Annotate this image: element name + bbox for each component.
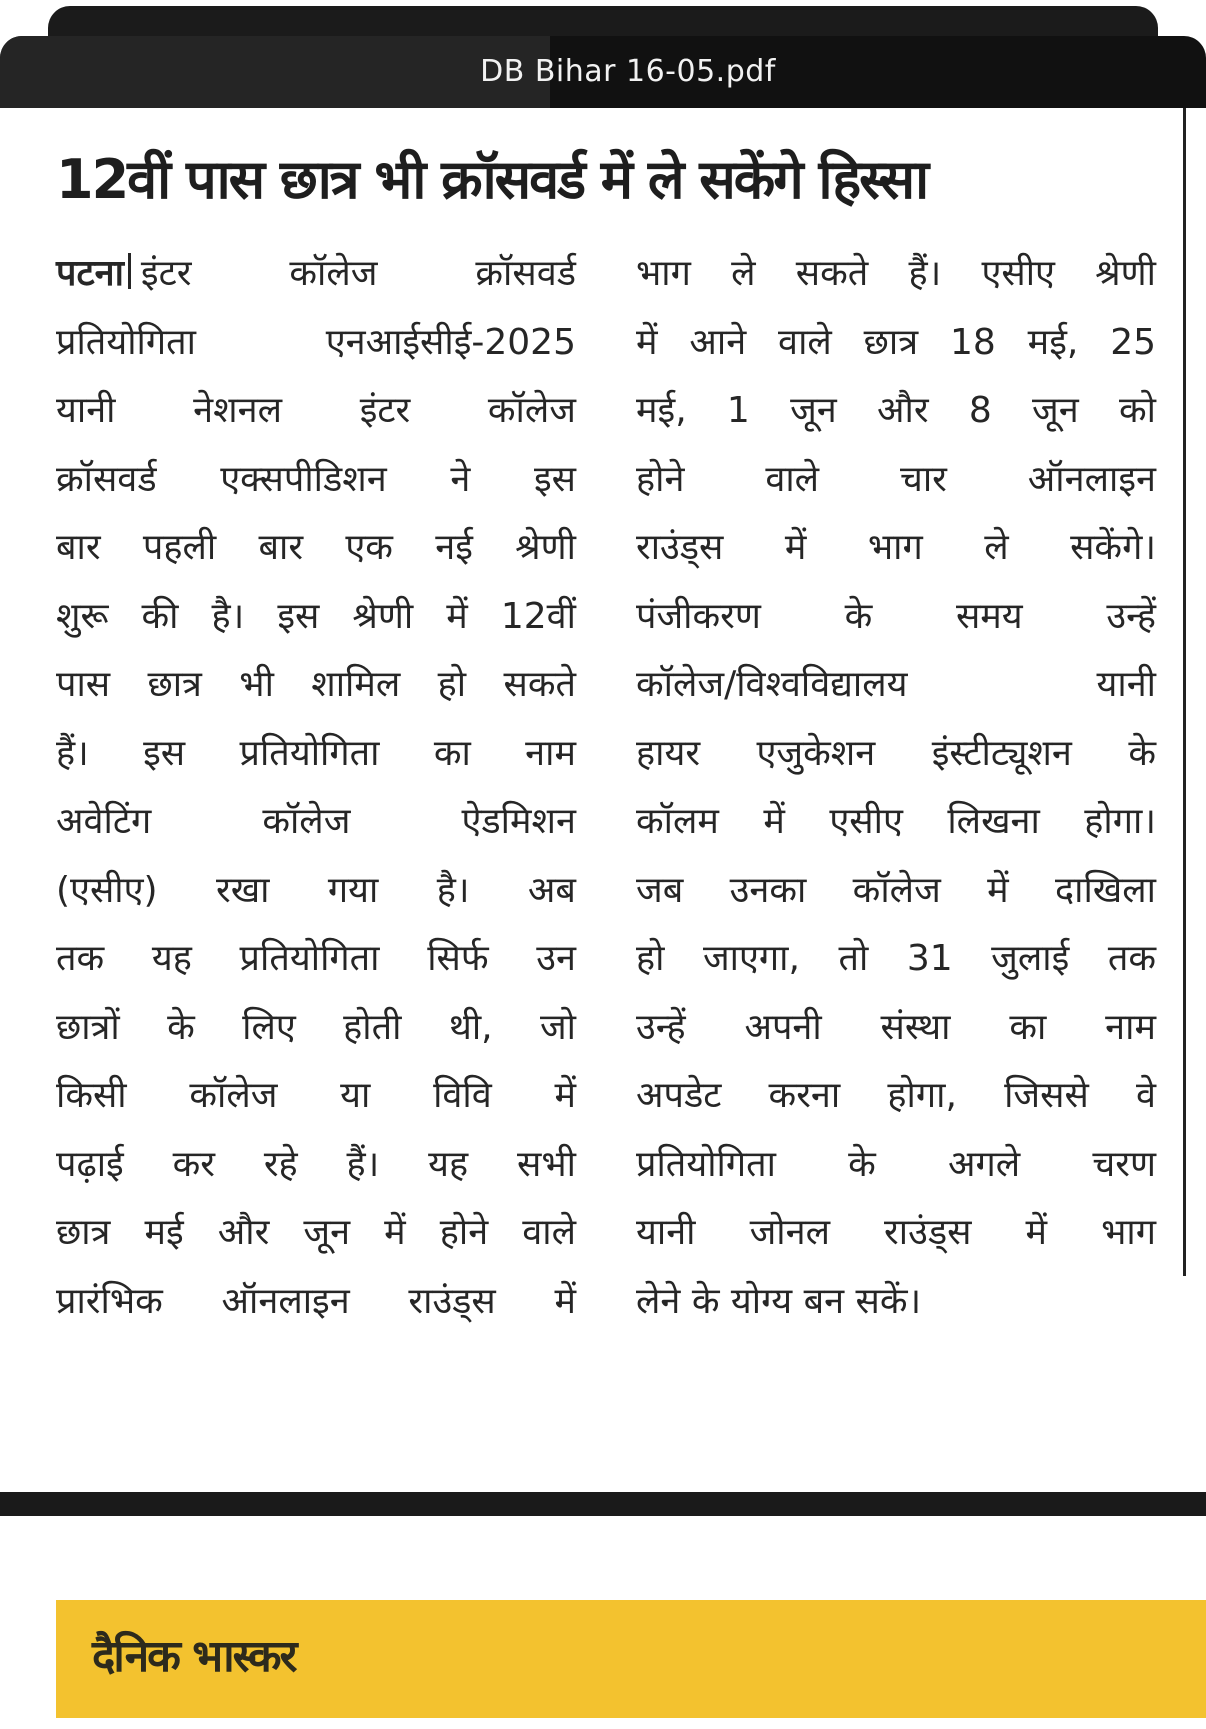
article-line: अवेटिंग कॉलेज ऐडमिशन [56,801,576,842]
article-line: शुरू की है। इस श्रेणी में 12वीं [56,595,576,637]
article-line: (एसीए) रखा गया है। अब [56,869,576,911]
article-line: पास छात्र भी शामिल हो सकते [56,664,576,705]
column-rule [1183,108,1186,1276]
article-line: बार पहली बार एक नई श्रेणी [56,527,576,568]
article-line: हैं। इस प्रतियोगिता का नाम [56,732,576,774]
window-title: DB Bihar 16-05.pdf [480,54,776,89]
article-line: पंजीकरण के समय उन्हें [636,595,1156,637]
article-line: हो जाएगा, तो 31 जुलाई तक [636,938,1156,979]
article-line: अपडेट करना होगा, जिससे वे [636,1075,1156,1116]
article-line: किसी कॉलेज या विवि में [56,1075,576,1116]
article-body [56,240,1156,1322]
dateline: पटना [56,253,124,294]
article-line: जब उनका कॉलेज में दाखिला [636,869,1156,911]
article-line: छात्र मई और जून में होने वाले [56,1212,576,1253]
article-line: यानी जोनल राउंड्स में भाग [636,1212,1156,1253]
article-line: कॉलेज/विश्वविद्यालय यानी [636,664,1156,705]
article-line: तक यह प्रतियोगिता सिर्फ उन [56,938,576,979]
article-line: भाग ले सकते हैं। एसीए श्रेणी [636,253,1156,294]
article-line: होने वाले चार ऑनलाइन [636,458,1156,500]
article-line: हायर एजुकेशन इंस्टीट्यूशन के [636,732,1156,774]
article-line: राउंड्स में भाग ले सकेंगे। [636,527,1156,568]
article-line: क्रॉसवर्ड एक्सपीडिशन ने इस [56,458,576,500]
article-line: प्रारंभिक ऑनलाइन राउंड्स में [56,1280,576,1322]
article-headline: 12वीं पास छात्र भी क्रॉसवर्ड में ले सकेंगे हिस्सा [56,148,928,211]
article-line: पढ़ाई कर रहे हैं। यह सभी [56,1143,576,1185]
article-line [56,240,576,309]
article-line: कॉलम में एसीए लिखना होगा। [636,801,1156,842]
article-line: उन्हें अपनी संस्था का नाम [636,1006,1156,1048]
article-line: मई, 1 जून और 8 जून को [636,390,1156,431]
article-line: प्रतियोगिता एनआईसीई-2025 [56,321,576,363]
article-right-column [636,240,1156,1336]
article-left-column [56,240,576,1336]
dainik-bhaskar-logo: दैनिक भास्कर [92,1631,296,1682]
page-separator [0,1492,1206,1516]
article-line: यानी नेशनल इंटर कॉलेज [56,390,576,431]
article-line: लेने के योग्य बन सकें। [636,1280,922,1322]
article-line-text: इंटर कॉलेज क्रॉसवर्ड [140,253,576,294]
article-line: छात्रों के लिए होती थी, जो [56,1006,576,1048]
dateline-divider [128,253,131,289]
article-line: प्रतियोगिता के अगले चरण [636,1143,1156,1185]
masthead-banner [56,1600,1206,1718]
article-line: में आने वाले छात्र 18 मई, 25 [636,321,1156,363]
